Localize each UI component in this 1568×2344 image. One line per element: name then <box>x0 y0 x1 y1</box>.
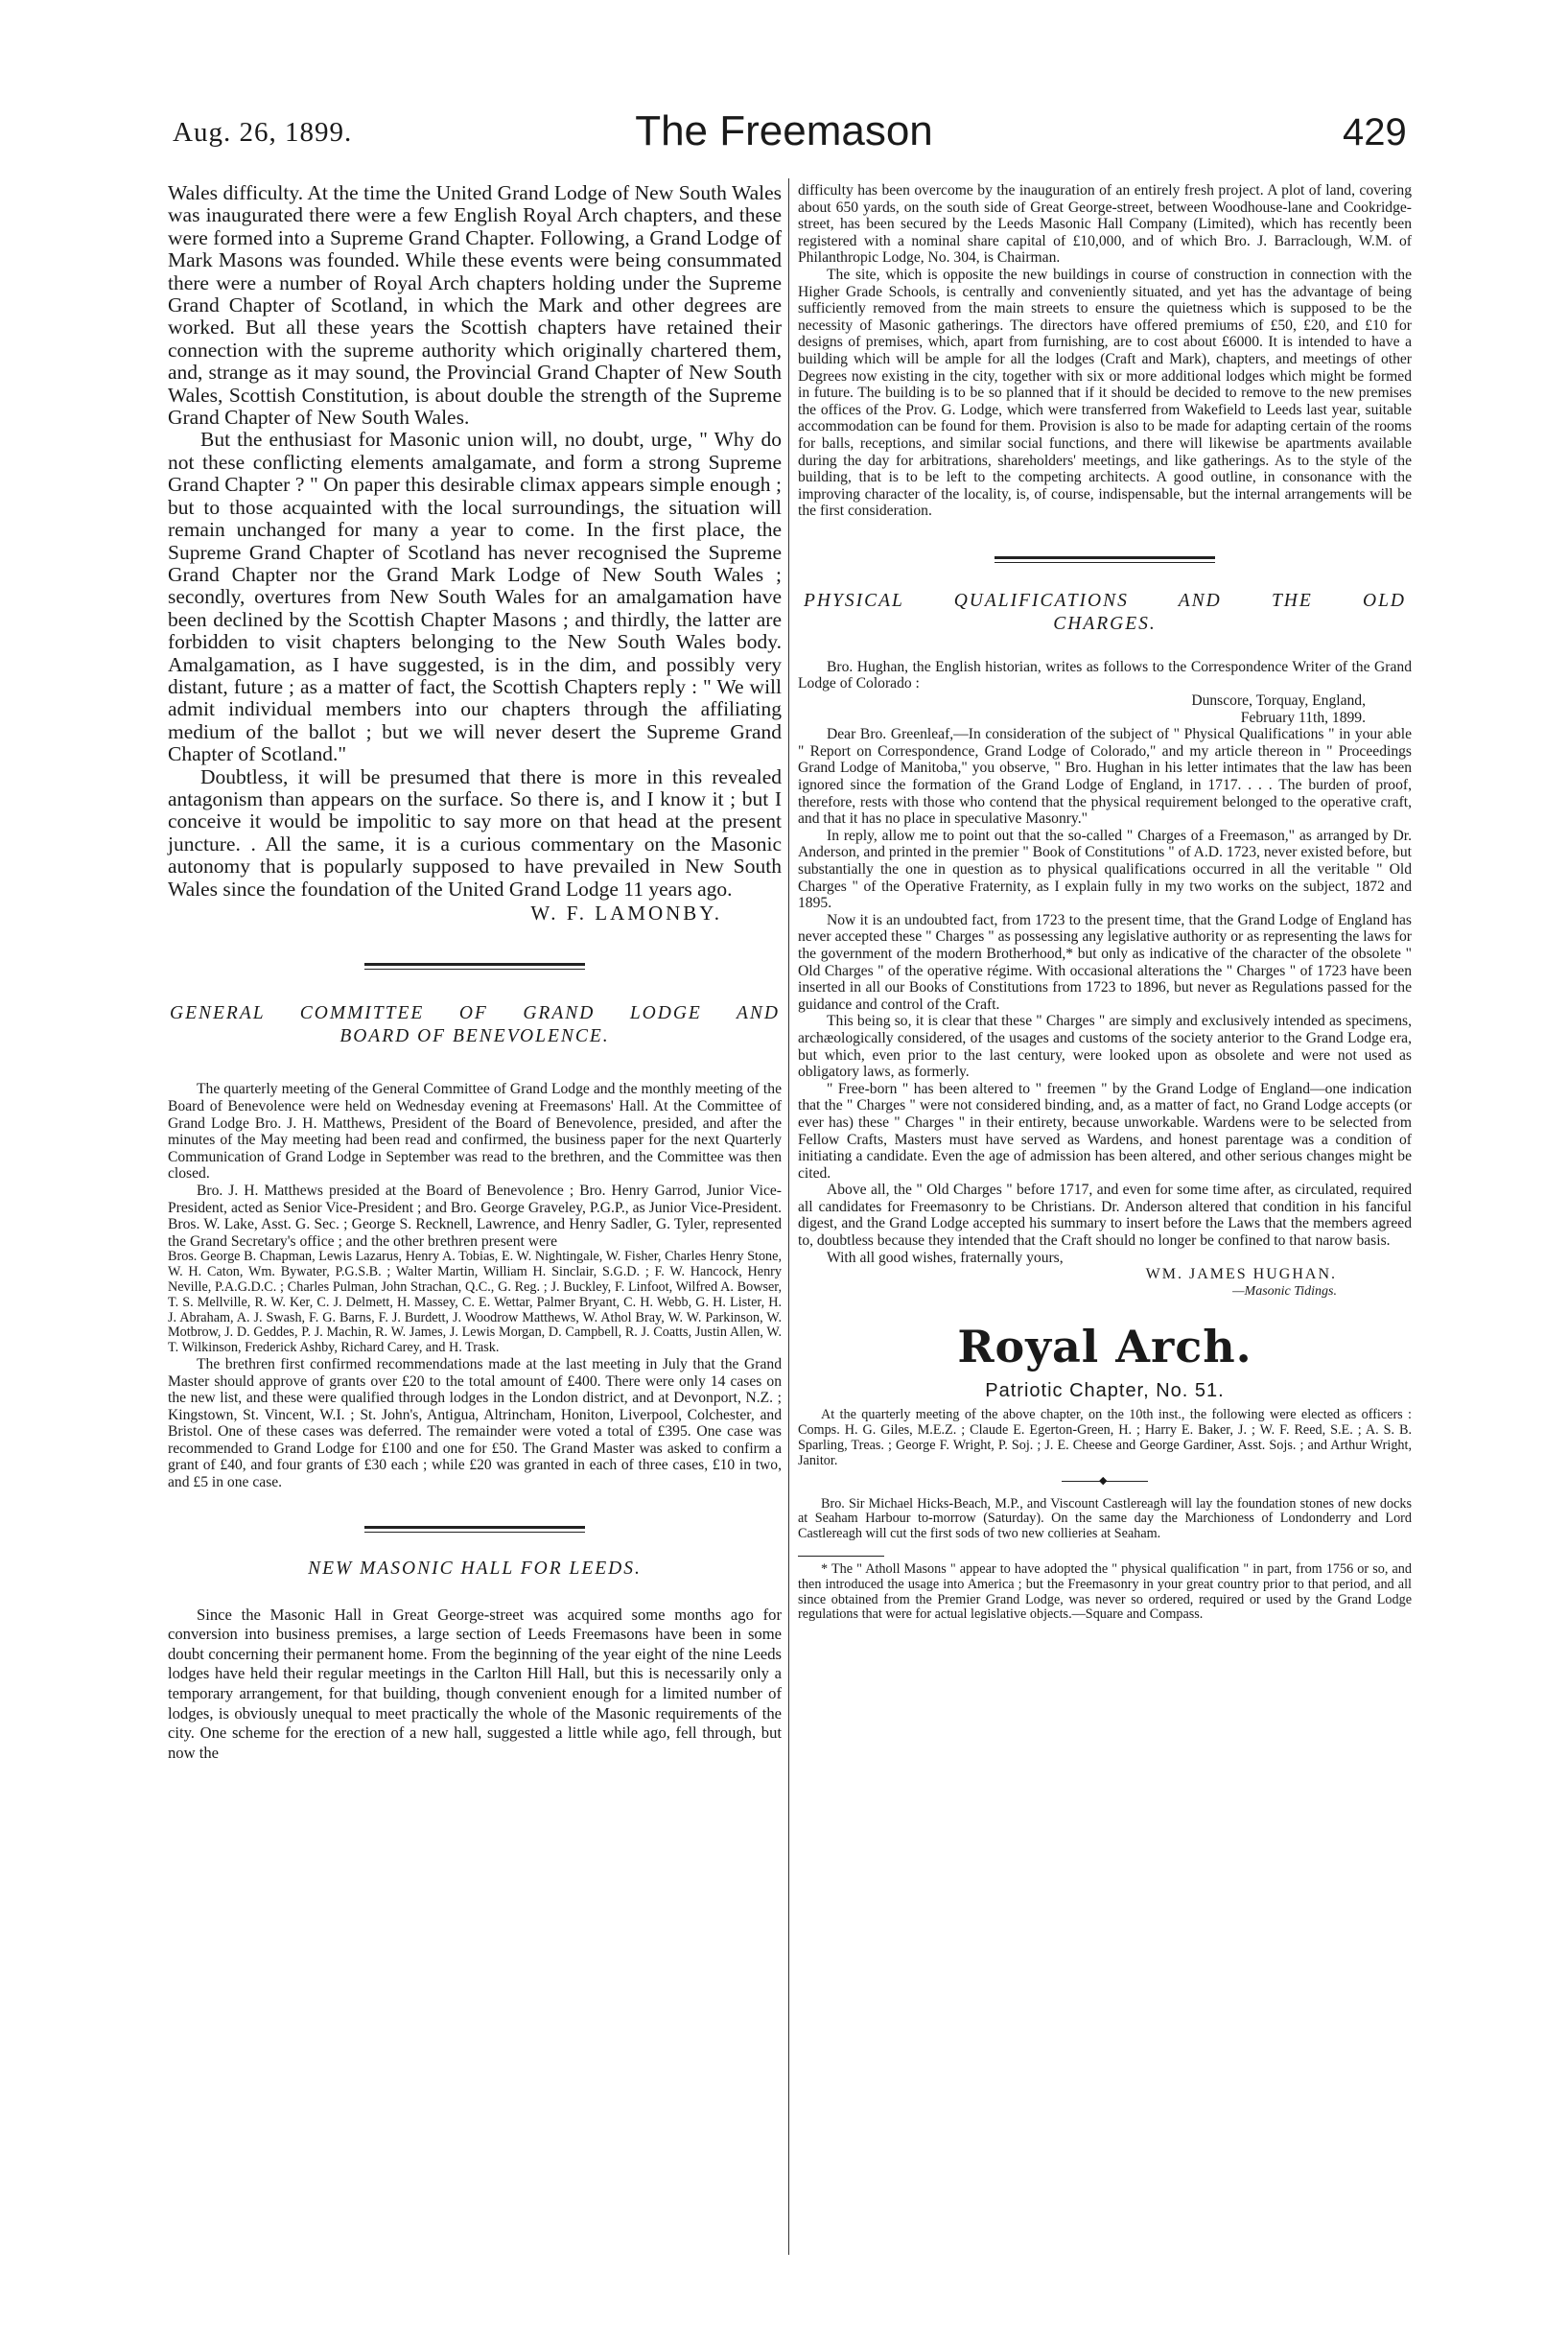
seaham-notice: Bro. Sir Michael Hicks-Beach, M.P., and Viscount Castlereagh will lay the foundation stones of new docks at Seaham Harbour to-morrow (Saturday). On the same day the Marchioness of Londonderry and Lord Castlereagh will cut the first sods of two new collieries at Seaham. <box>798 1495 1412 1542</box>
diamond-ornament-icon: ◆ <box>1099 1474 1108 1487</box>
issue-date: Aug. 26, 1899. <box>173 117 353 148</box>
report-paragraph: Bro. J. H. Matthews presided at the Board of Benevolence ; Bro. Henry Garrod, Junior Vice-President, acted as Senior Vice-President ; and Bro. George Graveley, P.G.P., as Junior Vice-President. Bros. W. Lake, Asst. G. Sec. ; George S. Recknell, Lawrence, and Henry Sadler, G. Tyler, represented the Grand Secretary's office ; and the other brethren present were <box>168 1182 782 1250</box>
letter-paragraph: Dear Bro. Greenleaf,—In consideration of the subject of " Physical Qualifications " in your able " Report on Correspondence, Grand Lodge of Colorado," and my article thereon in " Proceedings Grand Lodge of Manitoba," you observe, " Bro. Hughan in his letter intimates that the law has been ignored since the formation of the Grand Lodge of England, in 1717. . . . The burden of proof, therefore, rests with those who contend that the physical requirement belonged to the operative craft, and that it has no place in speculative Masonry." <box>798 726 1412 828</box>
letter-paragraph: " Free-born " has been altered to " freemen " by the Grand Lodge of England—one indication that the " Charges " were not considered binding, and, as a matter of fact, no Grand Lodge accepts (or ever has) these " Charges " in their entirety, because unworkable. Wardens were to be selected from Fellow Crafts, Masters must have served as Wardens, and honest parentage was a condition of initiating a candidate. Even the age of admission has been altered, and other serious changes might be cited. <box>798 1080 1412 1182</box>
column-divider <box>788 178 789 2255</box>
article-paragraph: Wales difficulty. At the time the United Grand Lodge of New South Wales was inaugurated there were a few English Royal Arch chapters, and these were formed into a Supreme Grand Chapter. Following, a Grand Lodge of Mark Masons was founded. While these events were being consummated there were a number of Royal Arch chapters holding under the Supreme Grand Chapter of Scotland, in which the Mark and other degrees are worked. But all these years the Scottish chapters have retained their connection with the supreme authority which originally chartered them, and, strange as it may sound, the Provincial Grand Chapter of New South Wales, Scottish Constitution, is about double the strength of the Supreme Grand Chapter of New South Wales. <box>168 181 782 430</box>
leeds-article-continued <box>798 182 1412 520</box>
lamonby-article <box>168 182 782 925</box>
left-column <box>168 182 782 1763</box>
page-header <box>0 0 1568 173</box>
report-paragraph: The quarterly meeting of the General Committee of Grand Lodge and the monthly meeting of the Board of Benevolence were held on Wednesday evening at Freemasons' Hall. At the Committee of Grand Lodge Bro. J. H. Matthews, President of the Board of Benevolence, presided, and after the minutes of the May meeting had been read and confirmed, the business paper for the next Quarterly Communication of Grand Lodge in September was read to the brethren, and the Committee was then closed. <box>168 1081 782 1183</box>
article-paragraph: The site, which is opposite the new buildings in course of construction in connection with the Higher Grade Schools, is centrally and conveniently situated, and yet has the advantage of being sufficiently removed from the main streets to ensure the quietness which is supposed to be the necessity of Masonic gatherings. The directors have offered premiums of £50, £20, and £10 for designs of premises, which, apart from furnishing, are to cost about £6000. It is intended to have a building which will be ample for all the lodges (Craft and Mark), chapters, and meetings of other Degrees now existing in the city, together with six or more additional lodges which might be formed in future. The building is to be so planned that if it should be decided to remove to the new premises the offices of the Prov. G. Lodge, which were transferred from Wakefield to Leeds last year, suitable accommodation can be found for them. Provision is also to be made for adapting certain of the rooms for balls, receptions, and similar social functions, and there will likewise be apartments available during the day for arbitrations, shareholders' meetings, and like gatherings. As to the style of the building, that is to be left to the competing architects. A good outline, in consonance with the improving character of the locality, is, of course, indispensable, but the internal arrangements will be the first consideration. <box>798 266 1412 520</box>
letter-paragraph: Above all, the " Old Charges " before 1717, and even for some time after, as circulated, required all candidates for Freemasonry to be Christians. Dr. Anderson altered that condition in his fanciful digest, and the Grand Lodge accepted his summary to insert before the Laws that the members agreed to, doubtless because they intended that the Craft should no longer be confined to that narow basis. <box>798 1182 1412 1250</box>
grand-lodge-report <box>168 1081 782 1250</box>
letter-closing: With all good wishes, fraternally yours, <box>827 1249 1064 1266</box>
section-rule <box>364 963 585 970</box>
footnote: * The " Atholl Masons " appear to have adopted the " physical qualification " in part, from 1756 or so, and then introduced the usage into America ; but the Freemasonry in your great country prior to that period, and all since obtained from the Premier Grand Lodge, was never so ordered, required or used by the Grand Lodge regulations that were for actual legislative objects.—Square and Compass. <box>798 1561 1412 1623</box>
right-column <box>798 182 1412 1623</box>
letter-address: Dunscore, Torquay, England, <box>1191 692 1366 710</box>
grants-report <box>168 1356 782 1491</box>
letter-signature: WM. JAMES HUGHAN. <box>1145 1266 1337 1283</box>
page-number: 429 <box>1343 111 1407 153</box>
leeds-article <box>168 1606 782 1764</box>
section-heading: PHYSICAL QUALIFICATIONS AND THE OLD CHARGES. <box>804 590 1406 634</box>
section-heading: NEW MASONIC HALL FOR LEEDS. <box>308 1558 642 1579</box>
letter-intro: Bro. Hughan, the English historian, writes as follows to the Correspondence Writer of the Grand Lodge of Colorado : <box>798 658 1412 692</box>
article-paragraph: difficulty has been overcome by the inauguration of an entirely fresh project. A plot of land, covering about 650 yards, on the south side of Great George-street, between Woodhouse-lane and Cookridge-street, has been secured by the Leeds Masonic Hall Company (Limited), which has recently been registered with a nominal share capital of £10,000, and of which Bro. J. Barraclough, W.M. of Philanthropic Lodge, No. 304, is Chairman. <box>798 182 1412 267</box>
section-rule <box>364 1526 585 1533</box>
letter-paragraph: This being so, it is clear that these " Charges " are simply and exclusively intended as specimens, archæologically considered, of the usages and customs of the society anterior to the Grand Lodge era, but which, even prior to the last century, were looked upon as obsolete and were not used as obligatory laws, as formerly. <box>798 1013 1412 1081</box>
letter-source: —Masonic Tidings. <box>1232 1283 1337 1299</box>
article-paragraph: But the enthusiast for Masonic union will, no doubt, urge, " Why do not these conflicting elements amalgamate, and form a strong Supreme Grand Chapter ? " On paper this desirable climax appears simple enough ; but to those acquainted with the local surroundings, the situation will remain unchanged for many a year to come. In the first place, the Supreme Grand Chapter of Scotland has never recognised the Supreme Grand Chapter nor the Grand Mark Lodge of New South Wales ; secondly, overtures from New South Wales for an amalgamation have been declined by the Scottish Chapter Masons ; and thirdly, the latter are forbidden to visit chapters belonging to the New South Wales body. Amalgamation, as I have suggested, is in the dim, and possibly very distant, future ; as a matter of fact, the Scottish Chapters reply : " We will admit individual members into our chapters through the affiliating medium of the ballot ; but we will never desert the Supreme Grand Chapter of Scotland." <box>168 428 782 766</box>
article-paragraph: Doubtless, it will be presumed that there is more in this revealed antagonism than appears on the surface. So there is, and I know it ; but I conceive it would be impolitic to say more on that head at the present juncture. . All the same, it is a curious commentary on the Masonic autonomy that is popularly supposed to have prevailed in New South Wales since the foundation of the United Grand Lodge 11 years ago. <box>168 764 782 901</box>
section-rule <box>995 556 1215 563</box>
letter-paragraph: Now it is an undoubted fact, from 1723 to the present time, that the Grand Lodge of England has never accepted these " Charges " as possessing any legislative authority or as representing the laws for the government of the modern Brotherhood,* but only as indicative of the character of the obsolete " Old Charges " of the operative régime. With occasional alterations the " Charges " of 1723 have been inserted in all our Books of Constitutions from 1723 to 1896, but never as Regulations passed for the guidance and control of the Craft. <box>798 911 1412 1013</box>
letter-date: February 11th, 1899. <box>1240 709 1366 726</box>
letter-paragraph: In reply, allow me to point out that the so-called " Charges of a Freemason," as arranged by Dr. Anderson, and printed in the premier " Book of Constitutions " of A.D. 1723, never existed before, but substantially the one in question as to physical qualifications occurred in all the veritable " Old Charges " of the Operative Fraternity, as I explain fully in my two works on the subject, 1872 and 1895. <box>798 827 1412 912</box>
masthead-title: The Freemason <box>635 107 933 154</box>
report-paragraph: The brethren first confirmed recommendations made at the last meeting in July that the Grand Master should approve of grants over £20 to the total amount of £400. There were only 14 cases on the new list, and these were qualified through lodges in the London district, and at Devonport, N.Z. ; Kingstown, St. Vincent, W.I. ; St. John's, Antigua, Altrincham, Honiton, Liverpool, Colchester, and Bristol. One of these cases was deferred. The remainder were voted a total of £395. One case was recommended to Grand Lodge for £100 and one for £50. The Grand Master was asked to confirm a grant of £40, and four grants of £30 each ; while £20 was granted in each of three cases, £10 in two, and £5 in one case. <box>168 1355 782 1491</box>
section-heading: GENERAL COMMITTEE OF GRAND LODGE AND BOARD OF BENEVOLENCE. <box>170 1003 780 1047</box>
ornament-rule <box>1062 1474 1148 1489</box>
brethren-list: Bros. George B. Chapman, Lewis Lazarus, Henry A. Tobias, E. W. Nightingale, W. Fisher, Charles Henry Stone, W. H. Caton, Wm. Bywater, P.G.S.B. ; Walter Martin, William H. Sinclair, S.G.D. ; F. W. Hancock, Henry Neville, P.A.G.D.C. ; Charles Pulman, John Strachan, Q.C., G. Reg. ; J. Buckley, F. Linfoot, Wilfred A. Bowser, T. S. Mellville, R. W. Ker, C. J. Delmett, H. Massey, C. E. Wettar, Palmer Bryant, C. H. Webb, G. H. Lister, H. J. Abraham, A. J. Swash, F. G. Barns, F. J. Burdett, J. Woodrow Matthews, W. Athol Bray, W. W. Parkinson, W. Motbrow, J. D. Geddes, P. J. Machin, R. W. James, J. Lewis Morgan, D. Campbell, R. J. Coatts, Justin Allen, W. T. Wilkinson, Frederick Ashby, Richard Carey, and H. Trask. <box>168 1249 782 1356</box>
hughan-letter <box>798 659 1412 1301</box>
author-signature: W. F. LAMONBY. <box>530 902 722 925</box>
chapter-title: Patriotic Chapter, No. 51. <box>985 1380 1225 1402</box>
chapter-report: At the quarterly meeting of the above chapter, on the 10th inst., the following were elected as officers : Comps. H. G. Giles, M.E.Z. ; Claude E. Egerton-Green, H. ; Harry E. Baker, J. ; W. F. Reed, S.E. ; A. S. B. Sparling, Treas. ; George F. Wright, P. Soj. ; J. E. Cheese and George Gardiner, Asst. Sojs. ; and Arthur Wright, Janitor. <box>798 1407 1412 1468</box>
article-paragraph: Since the Masonic Hall in Great George-street was acquired some months ago for conversion into business premises, a large section of Leeds Freemasons have been in some doubt concerning their permanent home. From the beginning of the year eight of the nine Leeds lodges have held their regular meetings in the Carlton Hill Hall, but this is necessarily only a temporary arrangement, for that building, though convenient enough for a limited number of lodges, is obviously unequal to meet practically the whole of the Masonic requirements of the city. One scheme for the erection of a new hall, suggested a little while ago, fell through, but now the <box>168 1605 782 1762</box>
royal-arch-heading: Royal Arch. <box>957 1321 1252 1373</box>
